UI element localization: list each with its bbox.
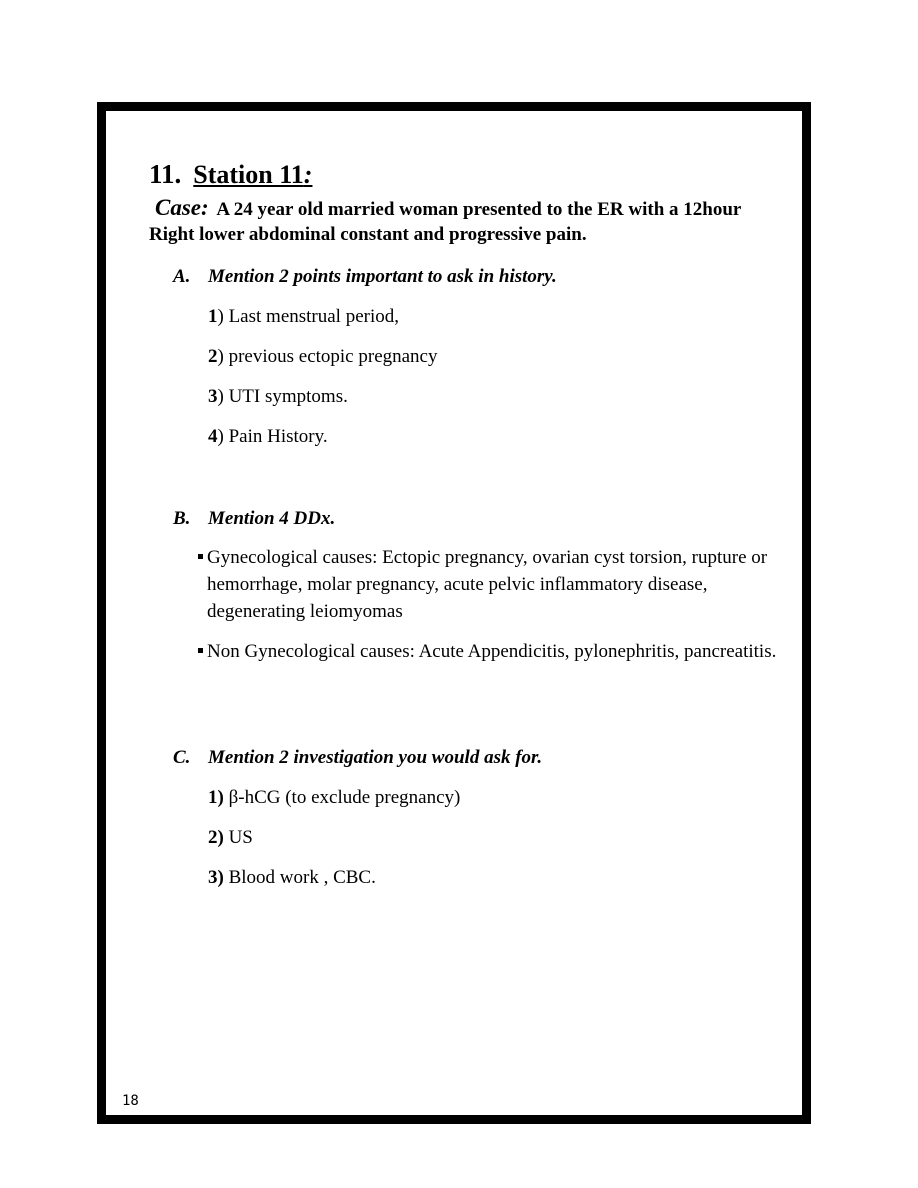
question-a-text: Mention 2 points important to ask in history. [208,266,557,287]
question-c-letter: C. [173,747,191,768]
list-item [208,866,793,890]
station-title [149,152,789,195]
question-a [173,265,793,289]
investigations-list [173,786,793,890]
item-number: 2 [208,346,218,367]
question-a-letter: A. [173,266,191,287]
item-number: 2) [208,827,224,848]
item-text: β-hCG (to exclude pregnancy) [223,787,461,808]
item-number: 1 [208,306,218,327]
list-item: Gynecological causes: Ectopic pregnancy, ovarian cyst torsion, rupture or hemorrhage, molar pregnancy, acute pelvic inflammatory disease, degenerating leiomyomas [198,544,793,625]
ddx-list [173,544,793,665]
item-number: 4 [208,426,218,447]
list-item [208,826,793,850]
station-header [149,152,789,247]
list-item [208,425,793,449]
list-item [208,305,793,329]
item-number: 3) [208,867,224,888]
item-text: Blood work , CBC. [223,867,376,888]
station-number: 11. [149,159,182,189]
case-label: Case: [155,195,209,220]
item-number: 3 [208,386,218,407]
section-a [173,265,793,449]
list-item [208,385,793,409]
case-text: A 24 year old married woman presented to the ER with a 12hour Right lower abdominal constant and progressive pain. [149,199,741,245]
question-c-text: Mention 2 investigation you would ask for. [208,747,543,768]
history-points-list [173,305,793,449]
section-c [173,746,793,890]
item-text: ) UTI symptoms. [217,386,348,407]
item-text: ) previous ectopic pregnancy [217,346,438,367]
station-name-text: Station 11 [193,160,304,189]
list-item [208,345,793,369]
item-text: ) Pain History. [217,426,328,447]
station-colon: : [303,160,313,189]
list-item: Non Gynecological causes: Acute Appendicitis, pylonephritis, pancreatitis. [198,638,793,665]
item-number: 1) [208,787,224,808]
question-b-letter: B. [173,508,191,529]
item-text: ) Last menstrual period, [217,306,400,327]
case-description [149,195,789,247]
list-item [208,786,793,810]
page-number: 18 [122,1093,139,1109]
station-name [193,160,312,189]
section-b [173,507,793,665]
question-b-text: Mention 4 DDx. [208,508,336,529]
question-b [173,507,793,531]
question-c [173,746,793,770]
item-text: US [223,827,253,848]
